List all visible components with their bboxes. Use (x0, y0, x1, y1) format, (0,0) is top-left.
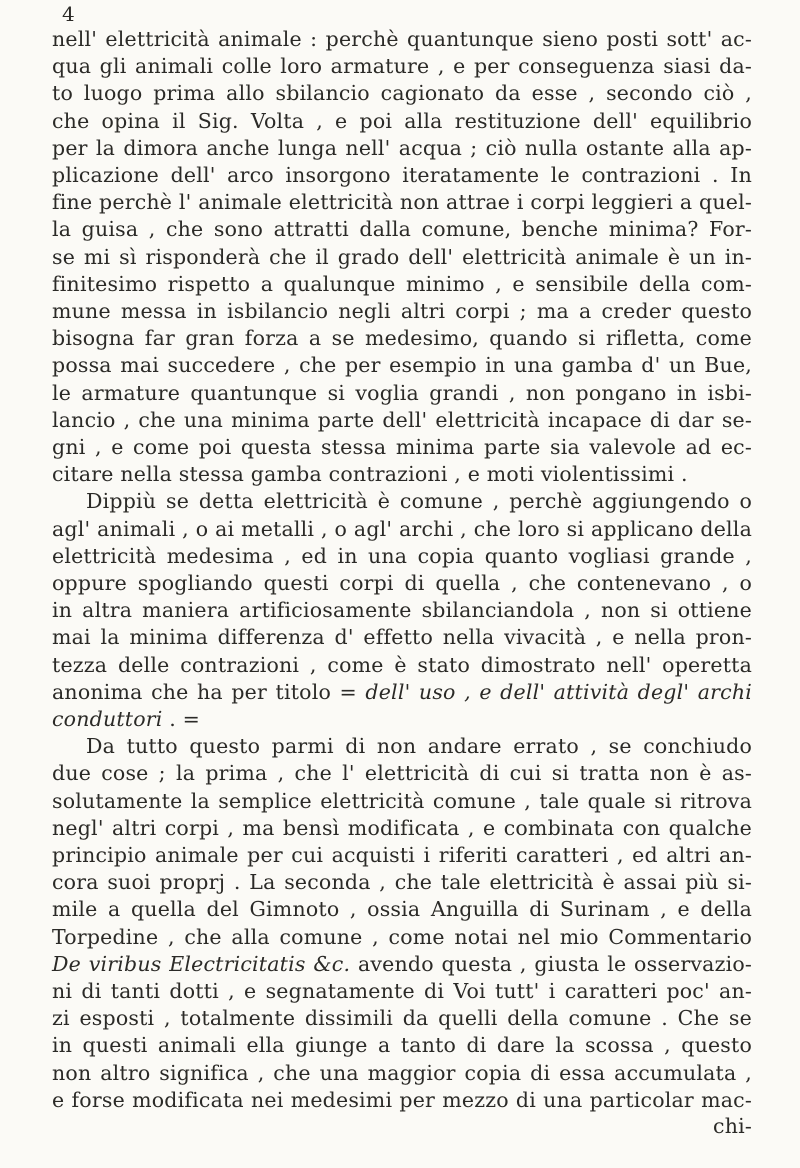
text-line: bisogna far gran forza a se medesimo, quando si rifletta, come (52, 326, 752, 351)
text-line: lancio , che una minima parte dell' elettricità incapace di dar se- (52, 407, 752, 432)
text-line: se mi sì risponderà che il grado dell' elettricità animale è un in- (52, 244, 752, 269)
italic-title: De viribus Electricitatis &c. (52, 951, 351, 976)
text-line: Dippiù se detta elettricità è comune , perchè aggiungendo o (86, 489, 752, 514)
text-line: due cose ; la prima , che l' elettricità di cui si tratta non è as- (52, 761, 752, 786)
text-line (52, 704, 752, 734)
italic-title: conduttori (52, 707, 163, 731)
text-line: Torpedine , che alla comune , come notai nel mio Commentario (52, 924, 752, 949)
text-line: fine perchè l' animale elettricità non attrae i corpi leggieri a quel- (52, 190, 752, 215)
text-line: cora suoi proprj . La seconda , che tale elettricità è assai più si- (52, 870, 752, 895)
text-line: principio animale per cui acquisti i riferiti caratteri , ed altri an- (52, 843, 752, 867)
text-line: citare nella stessa gamba contrazioni , e moti violentissimi . (52, 462, 688, 487)
text-line: possa mai succedere , che per esempio in una gamba d' un Bue, (52, 353, 752, 378)
text-line: qua gli animali colle loro armature , e per conseguenza siasi da- (52, 54, 752, 79)
text-line: plicazione dell' arco insorgono iteratamente le contrazioni . In (52, 163, 752, 187)
text-line: in questi animali ella giunge a tanto di dare la scossa , questo (52, 1033, 752, 1058)
catchword: chi- (713, 1114, 752, 1138)
text-line: le armature quantunque si voglia grandi , non pongano in isbi- (52, 380, 752, 405)
text-line: e forse modificata nei medesimi per mezzo di una particolar mac- (52, 1087, 752, 1112)
text-line: non altro significa , che una maggior copia di essa accumulata , (52, 1060, 752, 1085)
text-line: mai la minima differenza d' effetto nella vivacità , e nella pron- (52, 625, 752, 650)
text-segment: . = (162, 707, 201, 731)
text-line (52, 949, 752, 979)
text-line: in altra maniera artificiosamente sbilanciandola , non si ottiene (52, 598, 752, 623)
text-line: nell' elettricità animale : perchè quantunque sieno posti sott' ac- (52, 27, 752, 51)
text-line: agl' animali , o ai metalli , o agl' archi , che loro si applicano della (52, 516, 752, 541)
text-segment: avendo questa , giusta le osservazio- (350, 951, 752, 976)
text-line: che opina il Sig. Volta , e poi alla restituzione dell' equilibrio (52, 108, 752, 133)
text-line: to luogo prima allo sbilancio cagionato da esse , secondo ciò , (52, 81, 752, 106)
text-line: solutamente la semplice elettricità comune , tale quale si ritrova (52, 788, 752, 813)
text-segment: anonima che ha per titolo = (52, 679, 366, 704)
text-line: mile a quella del Gimnoto , ossia Anguilla di Surinam , e della (52, 897, 752, 922)
italic-title: dell' uso , e dell' attività degl' archi (365, 679, 752, 704)
text-line: zi esposti , totalmente dissimili da quelli della comune . Che se (52, 1006, 752, 1031)
text-line: gni , e come poi questa stessa minima parte sia valevole ad ec- (52, 435, 752, 459)
text-line: finitesimo rispetto a qualunque minimo , e sensibile della com- (52, 271, 752, 296)
text-line: Da tutto questo parmi di non andare errato , se conchiudo (86, 734, 752, 759)
text-line: per la dimora anche lunga nell' acqua ; ciò nulla ostante alla ap- (52, 135, 752, 160)
text-line: la guisa , che sono attratti dalla comune, benche minima? For- (52, 217, 752, 242)
text-line: tezza delle contrazioni , come è stato dimostrato nell' operetta (52, 652, 752, 677)
text-line: ni di tanti dotti , e segnatamente di Voi tutt' i caratteri poc' an- (52, 979, 752, 1003)
text-line: mune messa in isbilancio negli altri corpi ; ma a creder questo (52, 299, 752, 323)
text-line: elettricità medesima , ed in una copia quanto vogliasi grande , (52, 543, 752, 568)
text-line: oppure spogliando questi corpi di quella , che contenevano , o (52, 571, 752, 595)
text-line: negl' altri corpi , ma bensì modificata , e combinata con qualche (52, 815, 752, 840)
page-number: 4 (62, 2, 75, 26)
text-line (52, 677, 752, 707)
